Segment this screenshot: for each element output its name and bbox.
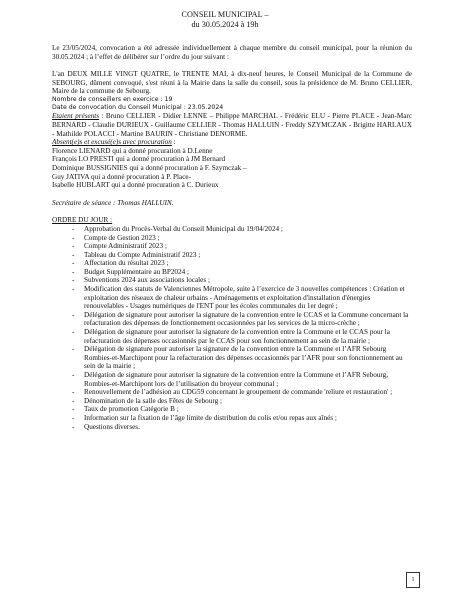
agenda-item: - Compte Administratif 2023 ; [72,242,412,251]
agenda-item: - Subventions 2024 aux associations locales ; [72,276,412,285]
title-line-1: CONSEIL MUNICIPAL – [181,10,269,19]
absent-label: Absent(e)s et excusé(e)s avec procuration [52,138,172,147]
agenda-item: - Délégation de signature pour autoriser la signature de la convention entre la Commune et l’AFR Sebourg, Rombies-et-Marchipont lors de l’utilisation du broyeur communal ; [72,371,412,388]
opening-paragraph: L'an DEUX MILLE VINGT QUATRE, le TRENTE MAI, à dix-neuf heures, le Conseil Municipal de la Commune de SEBOURG, dûment convoqué, s'est réuni à la Mairie dans la salle du conseil, sous la présidence de M. Bruno CELLIER, Maire de la commune de Sebourg. [52,70,412,96]
proxy-item: Florence LIENARD qui a donné procuration à D.Lenne [52,146,213,155]
proxy-item: Isabelle HUBLART qui a donné procuration à C. Durieux [52,181,219,190]
agenda-item: - Affectation du résultat 2023 ; [72,259,412,268]
agenda-item: - Tableau du Compte Administratif 2023 ; [72,251,412,260]
session-secretary: Secrétaire de séance : Thomas HALLUIN. [52,198,174,207]
title-line-2: du 30.05.2024 à 19h [191,19,259,29]
absent-colon: : [171,138,176,147]
agenda-item: - Délégation de signature pour autoriser la signature de la convention entre le CCAS et la Commune concernant la refacturation des dépenses de fonctionnement occasionnées par les services de la micro-crèche ; [72,311,412,328]
agenda-list [52,225,412,431]
agenda-item: - Budget Supplémentaire au BP2024 ; [72,268,412,277]
agenda-item: - Questions diverses. [72,423,412,432]
agenda-item: - Taux de promotion Catégorie B ; [72,405,412,414]
page-number: 1 [406,572,420,588]
convocation-date: Date de convocation du Conseil Municipal : 23.05.2024 [52,104,224,112]
agenda-item: - Modification des statuts de Valenciennes Métropole, suite à l’exercice de 3 nouvelles compétences : Création et exploitation des réseaux de chaleur urbains - Aménagements et exploitation d'installation d'énergies renouvelables - Usages numériques de l'ENT pour les écoles communales du 1er degré ; [72,285,412,311]
proxy-item: Dominique BUSSIGNIES qui a donné procuration à F. Szymczak – [52,163,247,172]
agenda-heading: ORDRE DU JOUR : [52,216,113,225]
present-members [52,112,412,138]
proxy-item: François LO PRESTI qui a donné procuration à JM Bernard [52,155,226,164]
convocation-paragraph: Le 23/05/2024, convocation a été adressée individuellement à chaque membre du conseil municipal, pour la réunion du 30.05.2024 ; à l’effet de délibérer sur l’ordre du jour suivant : [52,44,412,61]
proxy-item: Guy JATIVA qui a donné procuration à P. Place- [52,172,191,181]
agenda-item: - Approbation du Procès-Verbal du Conseil Municipal du 19/04/2024 ; [72,225,412,234]
agenda-item: - Renouvellement de l’adhésion au CDG59 concernant le groupement de commande 'reliure et restauration' ; [72,388,412,397]
agenda-item: - Dénomination de la salle des Fêtes de Sebourg ; [72,397,412,406]
members-count: Nombre de conseillers en exercice : 19 [52,95,173,103]
present-names: : Bruno CELLIER - Didier LENNE – Philippe MARCHAL - Frédéric ELU - Pierre PLACE - Jean-Marc BERNARD - Claudie DURIEUX - Guillaume CELLIER - Thomas HALLUIN - Freddy SZYMCZAK - Brigitte HARLAUX - Mathilde POLACCI - Martine BAURIN - Christiane DENORME. [52,112,412,138]
agenda-item: - Délégation de signature pour autoriser la signature de la convention entre la Commune et le CCAS pour la refacturation des dépenses occasionnés par le CCAS pour son fonctionnement au sein de la mairie ; [72,328,412,345]
agenda-item: - Information sur la fixation de l’âge limite de distribution du colis et/ou repas aux aînés ; [72,414,412,423]
proxy-list [52,147,412,190]
present-label: Etaient présents [52,112,100,121]
absent-heading [52,138,412,147]
agenda-item: - Délégation de signature pour autoriser la signature de la convention entre la Commune et l’AFR Sebourg Rombies-et-Marchipont pour la refacturation des dépenses occasionnés par l’AFR pour son fonctionnement au sein de la mairie ; [72,345,412,371]
page-title [0,10,450,29]
agenda-item: - Compte de Gestion 2023 ; [72,234,412,243]
